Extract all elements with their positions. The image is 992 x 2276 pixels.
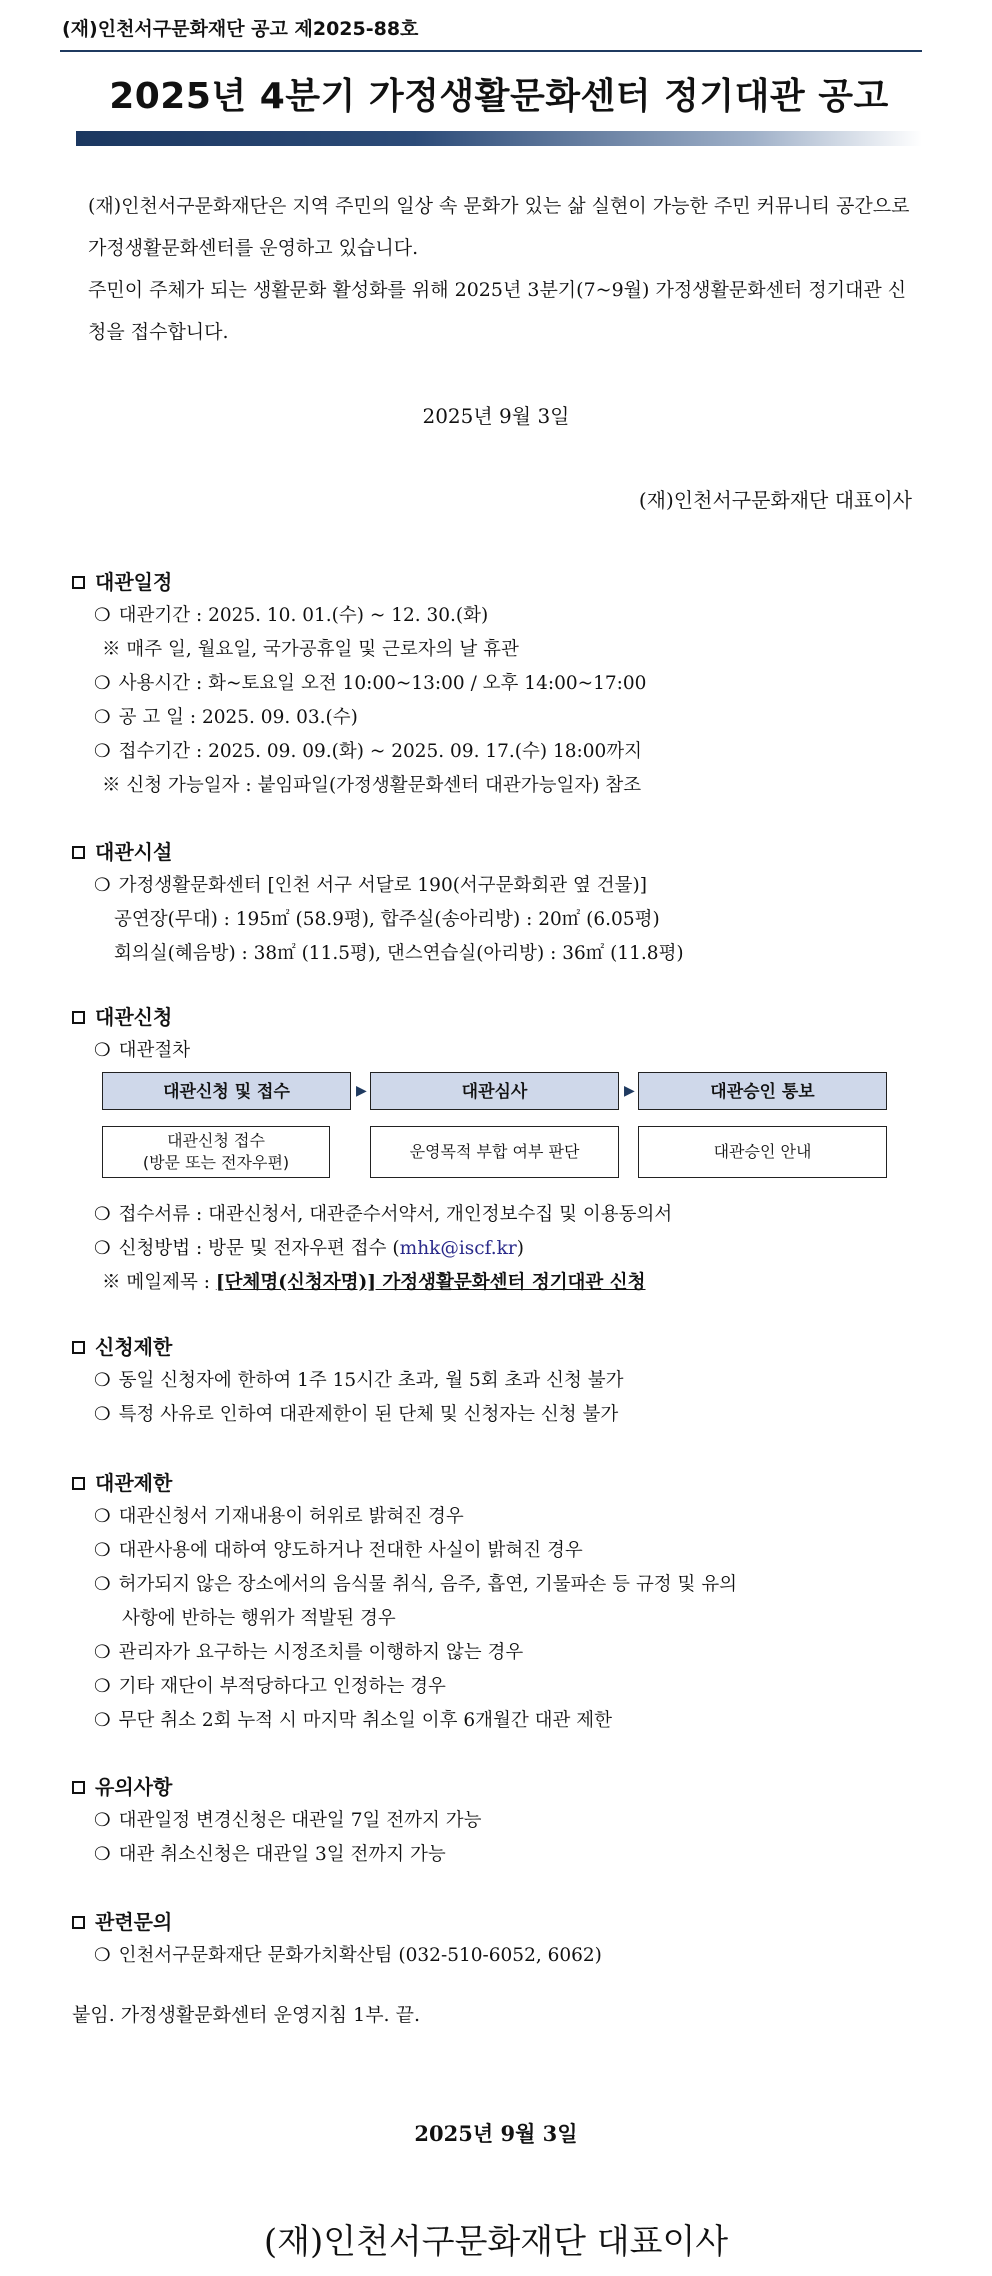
facility-rooms-1: 공연장(무대) : 195㎡ (58.9평), 합주실(송아리방) : 20㎡ (6.05평): [114, 909, 660, 930]
step-desc-1-line-2: (방문 또는 전자우편): [142, 1153, 290, 1172]
intro-paragraphs: [88, 185, 914, 353]
note-item: ※ 신청 가능일자 : 붙임파일(가정생활문화센터 대관가능일자) 참조: [102, 775, 642, 796]
circle-bullet-icon: ❍: [94, 673, 111, 694]
section-facility: [72, 835, 922, 971]
step-desc-1: [102, 1126, 330, 1178]
circle-bullet-icon: ❍: [94, 1844, 111, 1865]
circle-bullet-icon: ❍: [94, 1506, 111, 1527]
list-item: ❍ 대관기간 : 2025. 10. 01.(수) ~ 12. 30.(화): [94, 605, 489, 626]
list-item: ❍ 가정생활문화센터 [인천 서구 서달로 190(서구문화회관 옆 건물)]: [94, 875, 647, 896]
circle-bullet-icon: ❍: [94, 1040, 111, 1061]
list-item: ❍ 허가되지 않은 장소에서의 음식물 취식, 음주, 흡연, 기물파손 등 규정 및 유의: [94, 1574, 738, 1595]
circle-bullet-icon: ❍: [94, 1404, 111, 1425]
attachment-note: 붙임. 가정생활문화센터 운영지침 1부. 끝.: [72, 2004, 421, 2026]
issuer: (재)인천서구문화재단 대표이사: [638, 488, 912, 512]
step-desc-1-line-1: 대관신청 접수: [167, 1131, 265, 1150]
section-title: 대관시설: [72, 835, 922, 869]
circle-bullet-icon: ❍: [94, 1642, 111, 1663]
list-item: ❍ 동일 신청자에 한하여 1주 15시간 초과, 월 5회 초과 신청 불가: [94, 1370, 624, 1391]
notice-date: 2025년 9월 3일: [422, 404, 570, 428]
list-item: ❍ 접수서류 : 대관신청서, 대관준수서약서, 개인정보수집 및 이용동의서: [94, 1204, 673, 1225]
circle-bullet-icon: ❍: [94, 1810, 111, 1831]
circle-bullet-icon: ❍: [94, 707, 111, 728]
circle-bullet-icon: ❍: [94, 1945, 111, 1966]
mail-subject: [단체명(신청자명)] 가정생활문화센터 정기대관 신청: [215, 1272, 646, 1293]
section-contact: [72, 1905, 922, 1973]
intro-paragraph-1: (재)인천서구문화재단은 지역 주민의 일상 속 문화가 있는 삶 실현이 가능한 주민 커뮤니티 공간으로 가정생활문화센터를 운영하고 있습니다.: [88, 195, 910, 259]
footer-issuer: (재)인천서구문화재단 대표이사: [263, 2222, 729, 2262]
square-bullet-icon: [72, 846, 85, 859]
note-item: ※ 메일제목 : [단체명(신청자명)] 가정생활문화센터 정기대관 신청: [102, 1272, 646, 1293]
circle-bullet-icon: ❍: [94, 605, 111, 626]
list-item: ❍ 인천서구문화재단 문화가치확산팀 (032-510-6052, 6062): [94, 1945, 602, 1966]
section-title: 대관제한: [72, 1466, 922, 1500]
note-item: ※ 매주 일, 월요일, 국가공휴일 및 근로자의 날 휴관: [102, 639, 519, 660]
square-bullet-icon: [72, 1011, 85, 1024]
section-notes: [72, 1770, 922, 1872]
square-bullet-icon: [72, 576, 85, 589]
circle-bullet-icon: ❍: [94, 1238, 111, 1259]
circle-bullet-icon: ❍: [94, 875, 111, 896]
circle-bullet-icon: ❍: [94, 1370, 111, 1391]
square-bullet-icon: [72, 1341, 85, 1354]
square-bullet-icon: [72, 1781, 85, 1794]
list-item: ❍ 공 고 일 : 2025. 09. 03.(수): [94, 707, 358, 728]
section-schedule: [72, 565, 922, 803]
step-head-3: 대관승인 통보: [638, 1072, 887, 1110]
section-title: 유의사항: [72, 1770, 922, 1804]
list-item: ❍ 특정 사유로 인하여 대관제한이 된 단체 및 신청자는 신청 불가: [94, 1404, 619, 1425]
section-apply-restriction: [72, 1330, 922, 1432]
section-title: 신청제한: [72, 1330, 922, 1364]
notice-number: (재)인천서구문화재단 공고 제2025-88호: [62, 18, 419, 40]
section-title: 대관일정: [72, 565, 922, 599]
circle-bullet-icon: ❍: [94, 1676, 111, 1697]
square-bullet-icon: [72, 1477, 85, 1490]
section-application: [72, 1000, 922, 1300]
list-item: ❍ 신청방법 : 방문 및 전자우편 접수 (mhk@iscf.kr): [94, 1238, 524, 1259]
list-item: ❍ 기타 재단이 부적당하다고 인정하는 경우: [94, 1676, 446, 1697]
circle-bullet-icon: ❍: [94, 1540, 111, 1561]
square-bullet-icon: [72, 1916, 85, 1929]
header-top-rule: [60, 50, 922, 52]
intro-paragraph-2: 주민이 주체가 되는 생활문화 활성화를 위해 2025년 3분기(7~9월) 가정생활문화센터 정기대관 신청을 접수합니다.: [88, 279, 907, 343]
circle-bullet-icon: ❍: [94, 1204, 111, 1225]
arrow-right-icon: ▶: [356, 1083, 367, 1099]
email-link[interactable]: mhk@iscf.kr: [399, 1238, 517, 1259]
list-item: ❍ 대관 취소신청은 대관일 3일 전까지 가능: [94, 1844, 446, 1865]
step-head-2: 대관심사: [370, 1072, 619, 1110]
list-item: ❍ 대관일정 변경신청은 대관일 7일 전까지 가능: [94, 1810, 482, 1831]
arrow-right-icon: ▶: [624, 1083, 635, 1099]
circle-bullet-icon: ❍: [94, 1574, 111, 1595]
list-item: ❍ 대관절차: [94, 1040, 191, 1061]
circle-bullet-icon: ❍: [94, 1710, 111, 1731]
step-desc-2: 운영목적 부합 여부 판단: [370, 1126, 619, 1178]
step-head-1: 대관신청 및 접수: [102, 1072, 351, 1110]
list-item: ❍ 대관사용에 대하여 양도하거나 전대한 사실이 밝혀진 경우: [94, 1540, 583, 1561]
section-rental-restriction: [72, 1466, 922, 1738]
facility-rooms-2: 회의실(혜음방) : 38㎡ (11.5평), 댄스연습실(아리방) : 36㎡ (11.8평): [114, 943, 684, 964]
list-item: ❍ 대관신청서 기재내용이 허위로 밝혀진 경우: [94, 1506, 464, 1527]
list-item-continued: 사항에 반하는 행위가 적발된 경우: [122, 1608, 396, 1629]
footer-date: 2025년 9월 3일: [414, 2121, 578, 2146]
list-item: ❍ 무단 취소 2회 누적 시 마지막 취소일 이후 6개월간 대관 제한: [94, 1710, 612, 1731]
procedure-flow: [102, 1072, 922, 1172]
circle-bullet-icon: ❍: [94, 741, 111, 762]
list-item: ❍ 관리자가 요구하는 시정조치를 이행하지 않는 경우: [94, 1642, 524, 1663]
list-item: ❍ 접수기간 : 2025. 09. 09.(화) ~ 2025. 09. 17.(수) 18:00까지: [94, 741, 643, 762]
header-gradient-bar: [76, 131, 922, 146]
section-title: 대관신청: [72, 1000, 922, 1034]
page-title: 2025년 4분기 가정생활문화센터 정기대관 공고: [109, 76, 889, 117]
list-item: ❍ 사용시간 : 화~토요일 오전 10:00~13:00 / 오후 14:00~17:00: [94, 673, 647, 694]
section-title: 관련문의: [72, 1905, 922, 1939]
step-desc-3: 대관승인 안내: [638, 1126, 887, 1178]
